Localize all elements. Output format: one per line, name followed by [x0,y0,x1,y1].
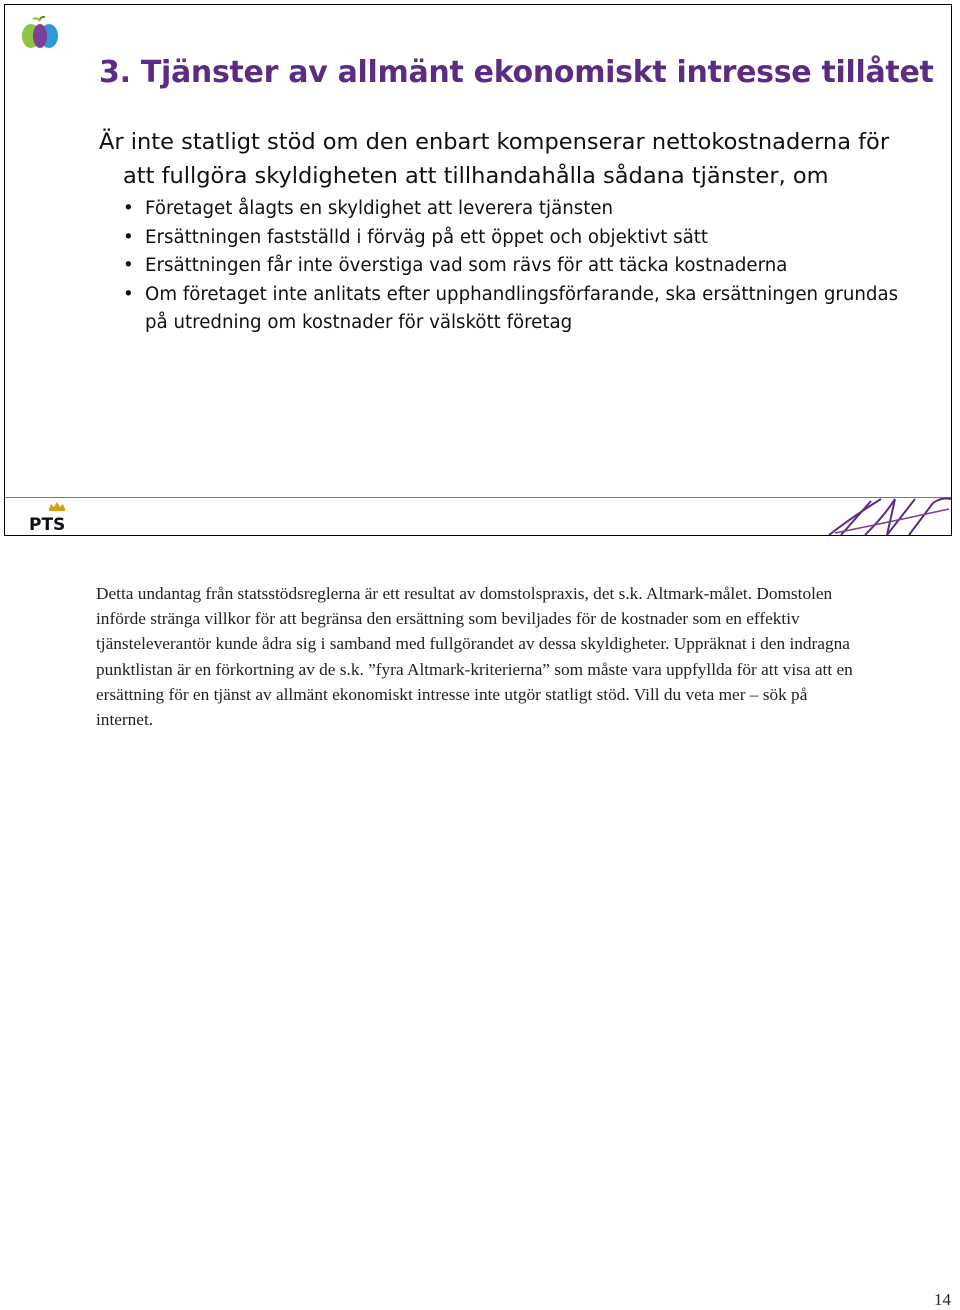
list-item: • Om företaget inte anlitats efter upphandlingsförfarande, ska ersättningen grundas på utredning om kostnader för välskött företag [123,281,903,338]
list-item: • Ersättningen får inte överstiga vad som rävs för att täcka kostnaderna [123,252,903,281]
page-number: 14 [934,1290,951,1309]
intro-text [99,125,919,193]
footer-divider [5,497,952,498]
criteria-list [123,195,903,338]
pts-logo [27,501,87,533]
slide-frame [4,4,952,536]
list-item: • Företaget ålagts en skyldighet att leverera tjänsten [123,195,903,224]
slide-title: 3. Tjänster av allmänt ekonomiskt intresse tillåtet [99,55,934,90]
signature-scribble-icon [825,495,952,536]
pts-logo-text: PTS [29,515,66,533]
list-item: • Ersättningen fastställd i förväg på ett öppet och objektivt sätt [123,224,903,253]
crown-icon [49,502,65,511]
speaker-notes: Detta undantag från statsstödsreglerna är ett resultat av domstolspraxis, det s.k. Altmark-målet. Domstolen införde stränga villkor för att begränsa den ersättning som beviljades för de kostnader som en effektiv tjänsteleverantör kunde ådra sig i samband med fullgörandet av dessa skyldigheter. Uppräknat i den indragna punktlistan är en förkortning av de s.k. ”fyra Altmark-kriterierna” som måste vara uppfyllda för att visa att en ersättning för en tjänst av allmänt ekonomiskt intresse inte utgör statligt stöd. Vill du veta mer – sök på internet. [96,584,853,730]
intro-line-2: att fullgöra skyldigheten att tillhandahålla sådana tjänster, om [123,163,829,189]
fruit-logo-icon [19,15,63,51]
intro-line-1: Är inte statligt stöd om den enbart kompenserar nettokostnaderna för [99,129,890,155]
